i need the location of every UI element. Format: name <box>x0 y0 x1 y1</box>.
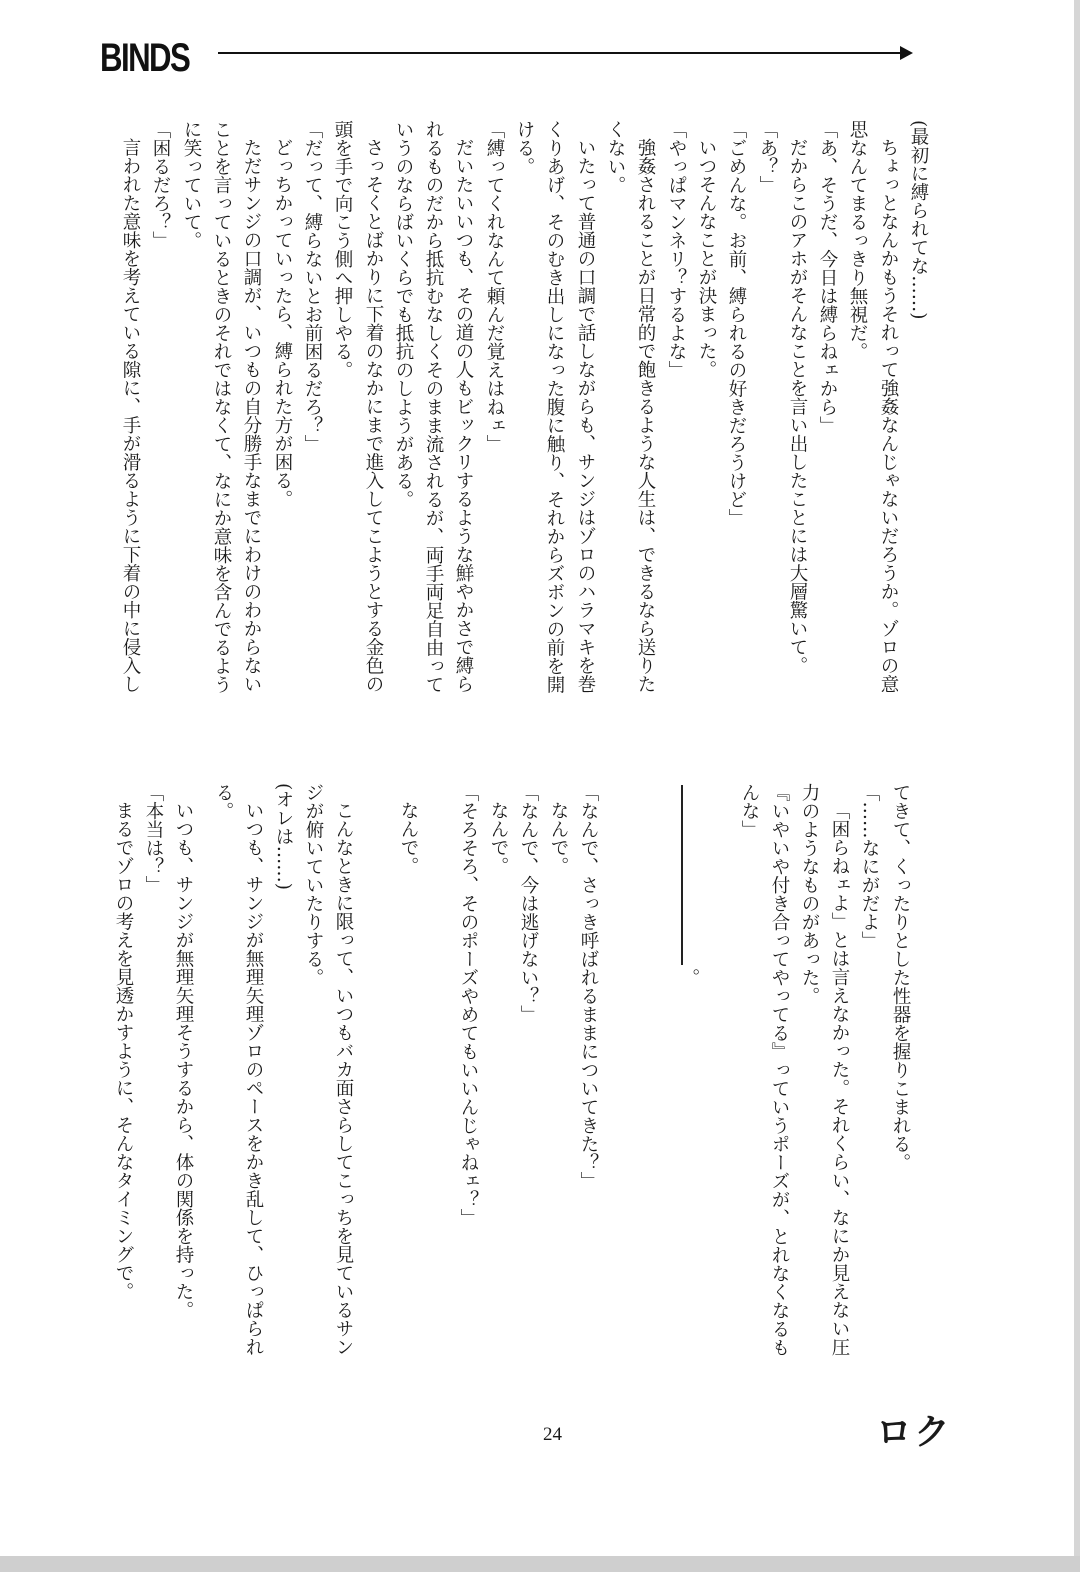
scan-edge-bottom <box>0 1556 1080 1572</box>
text-line: 「困るだろ？」 <box>150 120 171 250</box>
text-line: いつも、サンジが無理矢理ゾロのペースをかき乱して、ひっぱられ <box>243 801 264 1356</box>
text-line: 『いやいや付き合ってやってる』っていうポーズが、とれなくなるも <box>769 783 790 1357</box>
text-line: (オレは……) <box>273 783 294 890</box>
text-line: 言われた意味を考えている隙に、手が滑るように下着の中に侵入し <box>120 138 141 693</box>
text-line: てきて、くったりとした性器を握りこまれる。 <box>890 783 911 1172</box>
text-line: いつそんなことが決まった。 <box>696 138 717 379</box>
text-line: (最初に縛られてな……) <box>908 120 929 320</box>
text-line: さっそくとばかりに下着のなかにまで進入してこようとする金色の <box>363 138 384 693</box>
text-line: いたって普通の口調で話しながらも、サンジはゾロのハラマキを巻 <box>575 138 596 693</box>
text-line: 強姦されることが日常的で飽きるような人生は、できるなら送りた <box>635 138 656 693</box>
scan-edge-right <box>1074 0 1080 1572</box>
text-line: いうのならばいくらでも抵抗のしようがある。 <box>393 120 414 509</box>
page-number: 24 <box>543 1424 562 1445</box>
arrow-right-icon <box>900 46 913 60</box>
text-line: なんで。 <box>488 801 509 875</box>
text-line: ちょっとなんかもうそれって強姦なんじゃないだろうか。ゾロの意 <box>878 138 899 693</box>
text-line: まるでゾロの考えを見透かすように、そんなタイミングで。 <box>113 801 134 1301</box>
text-line: に笑っていて。 <box>181 120 202 250</box>
text-line: なんで。 <box>548 801 569 875</box>
text-line: 「そろそろ、そのポーズやめてもいいんじゃねェ？」 <box>458 783 479 1227</box>
dash-period: 。 <box>679 968 700 987</box>
text-line: ける。 <box>514 120 535 176</box>
text-line: 「……なにがだよ」 <box>859 783 880 950</box>
text-line: だからこのアホがそんなことを言い出したことには大層驚いて。 <box>787 138 808 675</box>
text-line: 頭を手で向こう側へ押しやる。 <box>332 120 353 379</box>
text-line: ジが俯いていたりする。 <box>303 783 324 987</box>
text-line: どっちかっていったら、縛られた方が困る。 <box>272 138 293 508</box>
text-line: 「なんで、今は逃げない？」 <box>518 783 539 1024</box>
text-line: んな」 <box>739 783 760 839</box>
text-line: 「本当は？」 <box>143 783 164 894</box>
text-line: なんで。 <box>398 801 419 875</box>
long-dash-line <box>681 785 683 965</box>
title-arrow-line <box>218 52 902 54</box>
text-line: くりあげ、そのむき出しになった腹に触り、それからズボンの前を開 <box>544 120 565 694</box>
text-line: 「縛ってくれなんて頼んだ覚えはねェ」 <box>484 120 505 453</box>
text-line: 思なんてまるっきり無視だ。 <box>847 120 868 361</box>
text-line: こんなときに限って、いつもバカ面さらしてこっちを見ているサン <box>333 801 354 1356</box>
text-line: 「困らねェよ」とは言えなかった。それくらい、なにか見えない圧 <box>829 801 850 1356</box>
text-line: だいたいいつも、その道の人もビックリするような鮮やかさで縛ら <box>453 138 474 693</box>
text-line: 「だって、縛らないとお前困るだろ？」 <box>302 120 323 453</box>
text-line: くない。 <box>605 120 626 194</box>
text-line: いつも、サンジが無理矢理そうするから、体の関係を持った。 <box>173 801 194 1319</box>
text-line: る。 <box>213 783 234 820</box>
text-line: 力のようなものがあった。 <box>799 783 820 1005</box>
text-line: 「ごめんな。お前、縛られるの好きだろうけど」 <box>726 120 747 527</box>
text-line: 「やっぱマンネリ？するよな」 <box>666 120 687 379</box>
text-line: れるものだから抵抗むなしくそのまま流されるが、両手両足自由って <box>423 120 444 694</box>
text-line: ただサンジの口調が、いつもの自分勝手なまでにわけのわからない <box>241 138 262 693</box>
text-line: 「なんで、さっき呼ばれるままについてきた？」 <box>578 783 599 1190</box>
author-name: ロク <box>876 1412 953 1453</box>
chapter-title: BINDS <box>100 36 190 80</box>
text-line: 「あ？」 <box>757 120 778 194</box>
text-line: 「あ、そうだ、今日は縛らねェから」 <box>817 120 838 435</box>
text-line: ことを言っているときのそれではなくて、なにか意味を含んでるよう <box>211 120 232 694</box>
